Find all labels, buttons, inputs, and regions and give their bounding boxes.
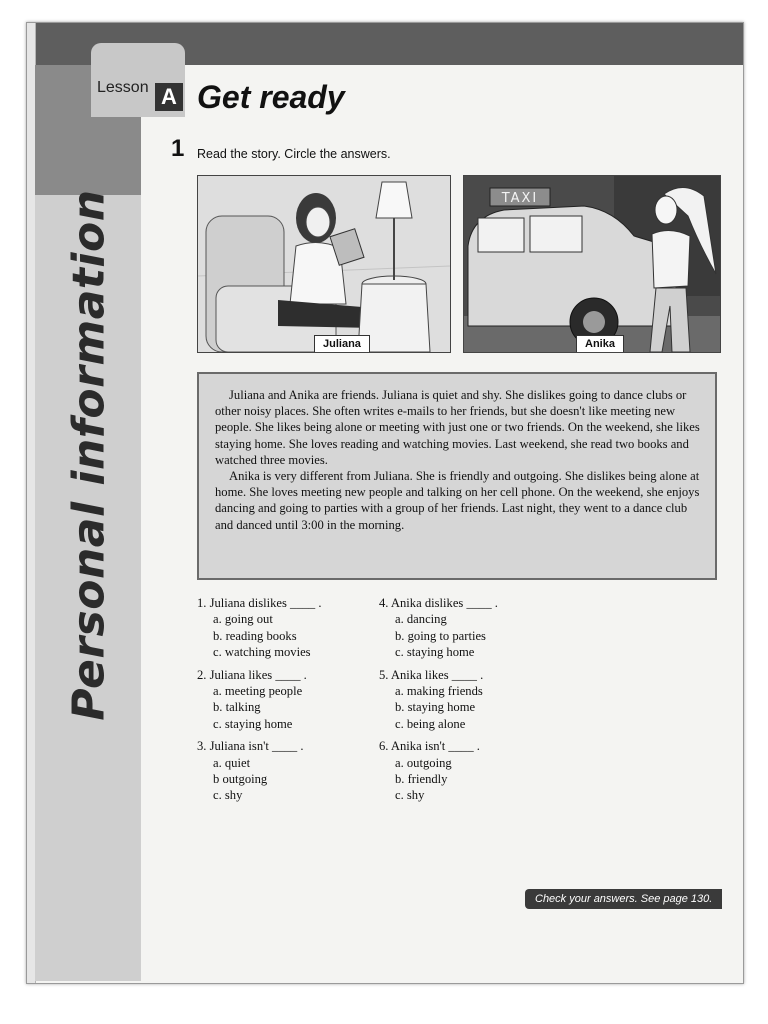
- answer-option[interactable]: a. making friends: [395, 684, 483, 699]
- question-stem: 2. Juliana likes ____ .: [197, 667, 307, 682]
- lesson-letter-badge: A: [155, 83, 183, 111]
- question-stem: 5. Anika likes ____ .: [379, 667, 484, 682]
- answer-option[interactable]: b. staying home: [395, 700, 476, 715]
- juliana-illustration: [197, 175, 451, 353]
- question-5: [379, 667, 559, 733]
- anika-drawing: [464, 176, 720, 352]
- question-6: [379, 738, 559, 804]
- answer-option[interactable]: b outgoing: [213, 772, 268, 787]
- answer-option[interactable]: c. staying home: [213, 716, 293, 731]
- answer-option[interactable]: a. quiet: [213, 755, 251, 770]
- unit-title: Personal information: [63, 189, 115, 721]
- story-box: [197, 372, 717, 580]
- answer-option[interactable]: a. dancing: [395, 612, 447, 627]
- answer-option[interactable]: b. going to parties: [395, 628, 486, 643]
- question-2: [197, 667, 377, 733]
- check-answers-banner: Check your answers. See page 130.: [525, 889, 722, 909]
- question-1: [197, 595, 377, 661]
- answer-option[interactable]: c. watching movies: [213, 645, 311, 660]
- question-stem: 3. Juliana isn't ____ .: [197, 739, 304, 754]
- question-stem: 6. Anika isn't ____ .: [379, 739, 480, 754]
- question-stem: 4. Anika dislikes ____ .: [379, 596, 498, 610]
- answer-option[interactable]: a. going out: [213, 612, 273, 627]
- answer-option[interactable]: c. shy: [213, 788, 243, 803]
- answer-option[interactable]: b. friendly: [395, 772, 448, 787]
- question-3: [197, 738, 377, 804]
- questions-right-column: [379, 595, 559, 810]
- story-paragraph-1: Juliana and Anika are friends. Juliana is quiet and shy. She dislikes going to dance clubs or other noisy places. She often writes e-mails to her friends, but she doesn't like meeting new people. She likes being alone or meeting with just one or two friends. On the weekend, she likes staying home. She loves reading and watching movies. Last weekend, she read two books and watched three movies.: [215, 388, 700, 467]
- answer-option[interactable]: b. reading books: [213, 628, 297, 643]
- juliana-caption: Juliana: [314, 335, 370, 353]
- answer-option[interactable]: c. shy: [395, 788, 425, 803]
- exercise-instruction: Read the story. Circle the answers.: [197, 147, 391, 161]
- anika-caption: Anika: [576, 335, 624, 353]
- answer-option[interactable]: c. staying home: [395, 645, 475, 660]
- answer-option[interactable]: c. being alone: [395, 716, 466, 731]
- page-title: Get ready: [197, 79, 345, 115]
- exercise-number: 1: [171, 135, 185, 162]
- answer-option[interactable]: a. meeting people: [213, 684, 303, 699]
- answer-option[interactable]: b. talking: [213, 700, 261, 715]
- taxi-sign-text: TAXI: [501, 191, 539, 206]
- anika-illustration: [463, 175, 721, 353]
- question-4: [379, 595, 559, 661]
- story-paragraph-2: Anika is very different from Juliana. She is friendly and outgoing. She dislikes being alone at home. She loves meeting new people and talking on her cell phone. On the weekend, she enjoys dancing and going to parties with a group of her friends. Last night, they went to a dance club and danced until 3:00 in the morning.: [215, 469, 700, 532]
- questions-left-column: [197, 595, 377, 810]
- textbook-page: [26, 22, 744, 984]
- juliana-drawing: [198, 176, 450, 352]
- question-stem: 1. Juliana dislikes ____ .: [197, 596, 322, 610]
- answer-option[interactable]: a. outgoing: [395, 755, 452, 770]
- lesson-label: Lesson: [97, 79, 149, 96]
